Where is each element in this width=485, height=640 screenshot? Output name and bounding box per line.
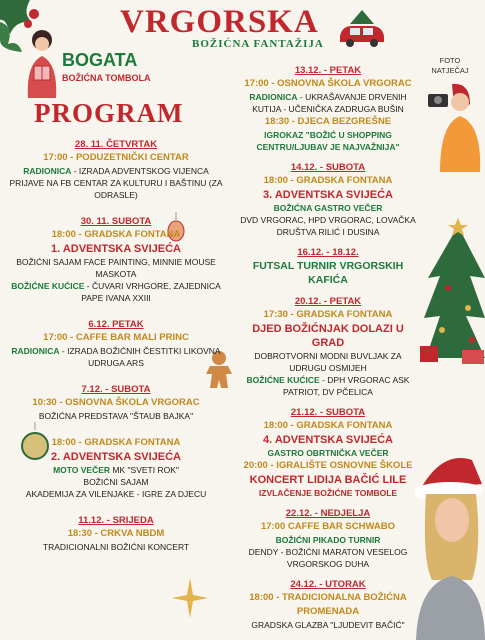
event-line-bold: BOŽIĆNI PIKADO TURNIR xyxy=(275,535,381,545)
event-line-bold: BOŽIĆNE KUĆICE xyxy=(246,375,320,385)
event-note: IZVLAČENJE BOŽIĆNE TOMBOLE xyxy=(258,488,398,498)
event-block xyxy=(238,64,418,153)
event-location: 17:30 - GRADSKA FONTANA xyxy=(263,309,393,320)
event-date: 16.12. - 18.12. xyxy=(297,247,359,258)
event-line xyxy=(238,447,418,459)
photographer-icon xyxy=(426,80,484,172)
star-icon xyxy=(172,578,208,618)
event-location: 20:00 - IGRALIŠTE OSNOVNE ŠKOLE xyxy=(243,460,413,471)
event-line xyxy=(238,534,418,546)
event-line: PRIJAVE NA FB CENTAR ZA KULTURU I BAŠTINU (ZA ODRASLE) xyxy=(9,178,223,200)
event-location: 18:00 - GRADSKA FONTANA xyxy=(263,175,393,186)
event-date: 7.12. - SUBOTA xyxy=(81,384,151,395)
event-headline: FUTSAL TURNIR VRGORSKIH KAFIĆA xyxy=(252,260,404,286)
event-block xyxy=(0,138,232,201)
event-date: 20.12. - PETAK xyxy=(294,296,362,307)
event-line: DENDY - BOŽIĆNI MARATON VESELOG VRGORSKOG DUHA xyxy=(248,547,408,569)
event-headline: 2. ADVENTSKA SVIJEĆA xyxy=(51,451,181,463)
event-block xyxy=(0,215,232,304)
event-line: AKADEMIJA ZA VILENJAKE - IGRE ZA DJECU xyxy=(25,489,207,499)
event-date: 21.12. - SUBOTA xyxy=(290,407,366,418)
event-headline: 4. ADVENTSKA SVIJEĆA xyxy=(263,434,393,446)
event-line: BOŽIĆNI SAJAM FACE PAINTING, MINNIE MOUSE MASKOTA xyxy=(16,257,216,279)
event-block xyxy=(0,318,232,369)
event-headline: KONCERT LIDIJA BAČIĆ LILE xyxy=(249,474,407,486)
event-line: DOBROTVORNI MODNI BUVLJAK ZA UDRUGU OSMIJEH xyxy=(254,351,402,373)
event-line: BOŽIĆNI SAJAM xyxy=(83,477,149,487)
event-line-bold: BOŽIĆNA GASTRO VEČER xyxy=(273,203,383,213)
event-line: TRADICIONALNI BOŽIĆNI KONCERT xyxy=(42,542,190,552)
event-line: MOTO VEČER MK "SVETI ROK" xyxy=(53,465,179,475)
event-headline: DJED BOŽIĆNJAK DOLAZI U GRAD xyxy=(252,323,404,349)
event-line-bold: RADIONICA xyxy=(23,166,72,176)
event-block xyxy=(238,406,418,499)
event-location: 10:30 - OSNOVNA ŠKOLA VRGORAC xyxy=(32,397,200,408)
event-location: 18:30 - CRKVA NBDM xyxy=(67,528,165,539)
event-location: 18:00 - GRADSKA FONTANA xyxy=(51,437,181,448)
event-line: BOŽIĆNA PREDSTAVA "ŠTAUB BAJKA" xyxy=(38,411,194,421)
event-line: RADIONICA - IZRADA BOŽIĆNIH ČESTITKI LIKOVNA UDRUGA ARS xyxy=(11,346,221,368)
santa-woman-icon xyxy=(412,450,485,640)
event-location: 18:00 - TRADICIONALNA BOŽIĆNA PROMENADA xyxy=(249,592,407,617)
event-location: 18:00 - GRADSKA FONTANA xyxy=(51,229,181,240)
event-headline: 1. ADVENTSKA SVIJEĆA xyxy=(51,243,181,255)
event-line-bold: BOŽIĆNE KUĆICE xyxy=(11,281,85,291)
event-location: 18:00 - GRADSKA FONTANA xyxy=(263,420,393,431)
event-location: 18:30 - DJECA BEZGREŠNE xyxy=(264,116,392,127)
event-line: BOŽIĆNE KUĆICE - DPH VRGORAC ASK PATRIOT, DV PČELICA xyxy=(246,375,410,397)
event-line xyxy=(238,202,418,214)
event-location: 17:00 - OSNOVNA ŠKOLA VRGORAC xyxy=(244,78,412,89)
poster-title: VRGORSKA xyxy=(120,4,319,40)
event-date: 14.12. - SUBOTA xyxy=(290,162,366,173)
right-column xyxy=(238,64,418,639)
event-line-bold: MOTO VEČER xyxy=(53,465,111,475)
event-line-bold: RADIONICA xyxy=(249,92,298,102)
event-line-bold: RADIONICA xyxy=(11,346,60,356)
event-date: 22.12. - NEDJELJA xyxy=(285,508,371,519)
event-line: DVD VRGORAC, HPD VRGORAC, LOVAČKA DRUŠTVA RILIĆ I DUSINA xyxy=(240,215,416,237)
event-block xyxy=(0,514,232,553)
event-block xyxy=(238,507,418,570)
event-block xyxy=(238,246,418,287)
event-date: 11.12. - SRIJEDA xyxy=(78,515,154,526)
event-headline: 3. ADVENTSKA SVIJEĆA xyxy=(263,189,393,201)
event-line-bold: IGROKAZ "BOŽIĆ U SHOPPING CENTRU/LJUBAV JE NAJVAŽNIJA" xyxy=(256,130,400,152)
event-line: BOŽIĆNE KUĆICE - ČUVARI VRHGORE, ZAJEDNICA PAPE IVANA XXIII xyxy=(11,281,221,303)
event-location: 17:00 - CAFFE BAR MALI PRINC xyxy=(43,332,189,343)
event-line-bold: GASTRO OBRTNIČKA VEČER xyxy=(267,448,389,458)
program-heading: PROGRAM xyxy=(34,98,184,128)
event-date: 13.12. - PETAK xyxy=(294,65,362,76)
left-column xyxy=(0,138,232,567)
event-date: 6.12. PETAK xyxy=(88,319,144,330)
event-block xyxy=(0,436,232,500)
event-date: 24.12. - UTORAK xyxy=(290,579,366,590)
christmas-tree-icon xyxy=(418,218,485,368)
girl-gift-icon xyxy=(22,26,62,98)
tombola-label: BOŽIĆNA TOMBOLA xyxy=(62,73,151,83)
event-block xyxy=(238,161,418,238)
event-line: RADIONICA - IZRADA ADVENTSKOG VIJENCA xyxy=(23,166,209,176)
event-location: 17:00 - PODUZETNIČKI CENTAR xyxy=(43,152,189,163)
event-line: RADIONICA - UKRAŠAVANJE DRVENIH KUTIJA - UČENIČKA ZADRUGA BUŠIN xyxy=(249,92,407,114)
event-date: 30. 11. SUBOTA xyxy=(80,216,152,227)
poster-subtitle: BOŽIĆNA FANTAŽIJA xyxy=(192,38,324,50)
event-block xyxy=(0,383,232,422)
event-block xyxy=(238,578,418,631)
bogata-label: BOGATA xyxy=(62,50,138,70)
event-date: 28. 11. ČETVRTAK xyxy=(74,139,158,150)
foto-natjecaj-label: FOTO NATJEČAJ xyxy=(431,56,469,75)
event-block xyxy=(238,295,418,398)
event-line: GRADSKA GLAZBA "LJUDEVIT BAČIĆ" xyxy=(251,620,405,630)
event-location: 17:00 CAFFE BAR SCHWABO xyxy=(260,521,396,532)
event-line xyxy=(238,129,418,153)
